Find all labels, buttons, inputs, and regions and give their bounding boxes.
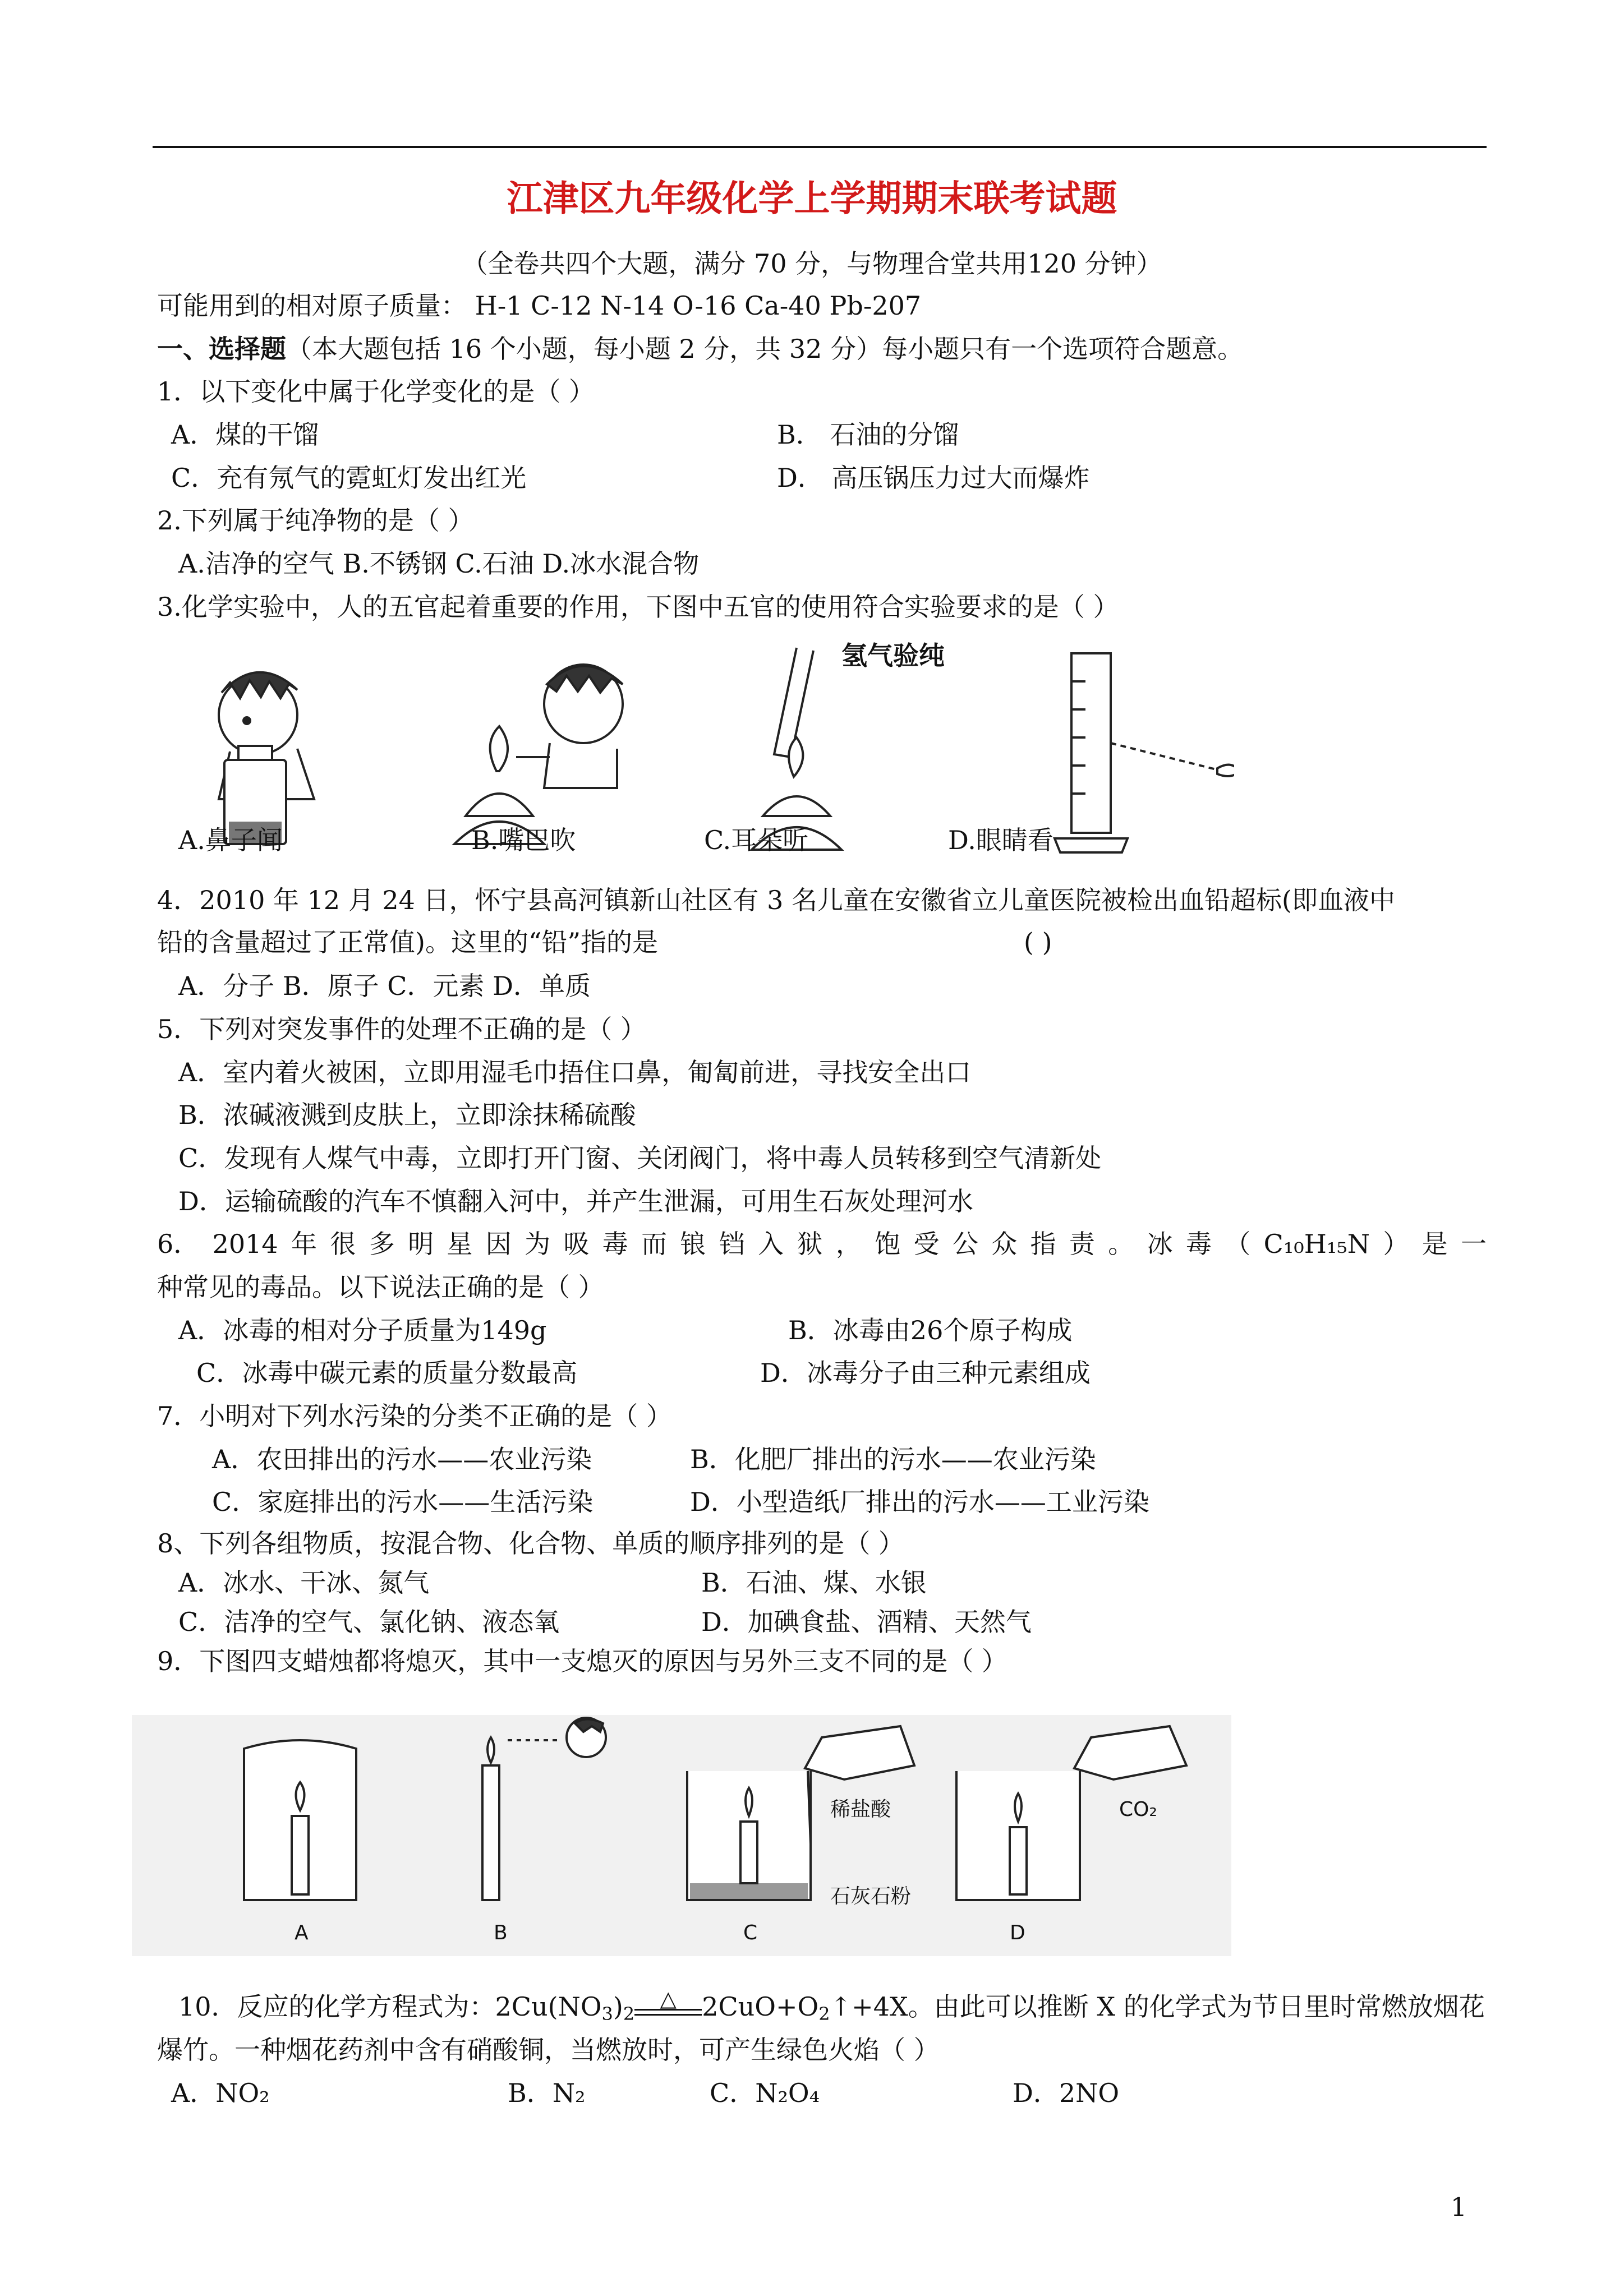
q10-option-a: A．NO₂ <box>171 2078 270 2108</box>
q4-options: A．分子 B．原子 C．元素 D．单质 <box>178 971 591 1001</box>
q6-line1-char: 饱 <box>875 1229 901 1259</box>
q6-option-c: C．冰毒中碳元素的质量分数最高 <box>196 1358 578 1388</box>
q10-line2: 爆竹。一种烟花药剂中含有硝酸铜，当燃放时，可产生绿色火焰（ ） <box>157 2035 940 2065</box>
q10-eq-part: ↑+4X。由此可以推断 X 的化学式为节日里时常燃放烟花 <box>830 1991 1485 2022</box>
q10-heat-arrow <box>634 1986 702 2016</box>
q6-line1-char: C₁₀H₁₅N <box>1263 1229 1370 1259</box>
q9-lime-label: 石灰石粉 <box>830 1885 912 1908</box>
q9-label-c: C <box>743 1921 758 1944</box>
q1-option-d: D． 高压锅压力过大而爆炸 <box>777 463 1090 493</box>
q9-co2-label: CO₂ <box>1119 1798 1157 1821</box>
q6-line1-char: 锒 <box>680 1229 706 1259</box>
eye-look-illustration <box>1055 653 1234 852</box>
q6-line1-char: 年 <box>291 1229 318 1259</box>
candle-blow-illustration <box>482 1718 606 1900</box>
q3-option-b: B.嘴巴吹 <box>471 825 576 855</box>
q8-option-a: A．冰水、干冰、氮气 <box>178 1567 430 1598</box>
q7-stem: 7．小明对下列水污染的分类不正确的是（ ） <box>157 1401 672 1431</box>
q7-option-a: A．农田排出的污水——农业污染 <box>212 1444 592 1474</box>
exam-title: 江津区九年级化学上学期期末联考试题 <box>507 178 1117 220</box>
q6-line1 <box>157 1227 1487 1261</box>
q6-line1-char: 指 <box>1030 1229 1056 1259</box>
q6-line1-char: 。 <box>1108 1229 1134 1259</box>
q7-option-b: B．化肥厂排出的污水——农业污染 <box>690 1444 1096 1474</box>
q8-option-b: B．石油、煤、水银 <box>701 1567 927 1598</box>
q6-line1-char: ） <box>1383 1229 1409 1259</box>
q5-option-a: A．室内着火被困，立即用湿毛巾捂住口鼻，匍匐前进，寻找安全出口 <box>178 1057 972 1087</box>
q4-line1: 4．2010 年 12 月 24 日，怀宁县高河镇新山社区有 3 名儿童在安徽省立儿童医院被检出血铅超标(即血液中 <box>157 885 1395 915</box>
candle-jar-illustration <box>244 1740 356 1900</box>
q9-figure <box>132 1715 1231 1956</box>
q6-line1-char: 众 <box>991 1229 1018 1259</box>
q6-line1-char: 吸 <box>563 1229 590 1259</box>
q5-option-c: C．发现有人煤气中毒，立即打开门窗、关闭阀门，将中毒人员转移到空气清新处 <box>178 1143 1102 1173</box>
section-heading <box>157 332 1243 366</box>
q1-stem: 1．以下变化中属于化学变化的是（ ） <box>157 376 595 407</box>
q10-option-c: C．N₂O₄ <box>710 2078 820 2108</box>
q9-label-d: D <box>1010 1921 1025 1944</box>
q3-option-a: A.鼻子闻 <box>178 825 283 855</box>
q6-line1-char: 星 <box>447 1229 473 1259</box>
q7-option-d: D．小型造纸厂排出的污水——工业污染 <box>690 1487 1149 1517</box>
q3-stem: 3.化学实验中，人的五官起着重要的作用，下图中五官的使用符合实验要求的是（ ） <box>157 592 1119 622</box>
q6-line1-char: 明 <box>408 1229 434 1259</box>
q5-stem: 5．下列对突发事件的处理不正确的是（ ） <box>157 1014 646 1044</box>
q4-paren: ( ) <box>1024 927 1052 957</box>
q6-line1-char: 入 <box>758 1229 784 1259</box>
q6-line1-char: 狱 <box>797 1229 823 1259</box>
q3-option-c: C.耳朵听 <box>704 825 809 855</box>
q6-line1-char: （ <box>1225 1229 1251 1259</box>
q6-line1-char: 责 <box>1069 1229 1095 1259</box>
q9-label-b: B <box>494 1921 508 1944</box>
q10-eq-part: 2CuO+O <box>702 1991 819 2022</box>
q8-option-d: D．加碘食盐、酒精、天然气 <box>701 1607 1032 1637</box>
atomic-masses: 可能用到的相对原子质量： H-1 C-12 N-14 O-16 Ca-40 Pb-207 <box>157 291 922 321</box>
q4-line2: 铅的含量超过了正常值)。这里的“铅”指的是 <box>157 927 658 957</box>
q6-line1-char: 冰 <box>1147 1229 1173 1259</box>
q10-eq-sub: 3 <box>601 2003 613 2025</box>
q2-stem: 2.下列属于纯净物的是（ ） <box>157 505 474 536</box>
q6-line1-char: 2014 <box>212 1229 278 1259</box>
q6-line1-char: 毒 <box>602 1229 628 1259</box>
q3-figure <box>168 631 1234 866</box>
q10-option-b: B．N₂ <box>508 2078 586 2108</box>
q2-options: A.洁净的空气 B.不锈钢 C.石油 D.冰水混合物 <box>178 548 700 579</box>
q6-line1-char: 而 <box>641 1229 668 1259</box>
q10-eq-sub: 2 <box>623 2003 635 2025</box>
q10-eq-sub: 2 <box>818 2003 830 2025</box>
q8-option-c: C．洁净的空气、氯化钠、液态氧 <box>178 1607 560 1637</box>
q9-stem: 9．下图四支蜡烛都将熄灭，其中一支熄灭的原因与另外三支不同的是（ ） <box>157 1646 1007 1676</box>
q6-option-a: A．冰毒的相对分子质量为149g <box>178 1315 547 1345</box>
q7-option-c: C．家庭排出的污水——生活污染 <box>212 1487 594 1517</box>
q3-fig-label: 氢气验纯 <box>841 640 945 671</box>
heat-delta-icon: △ <box>660 1986 677 2011</box>
q8-stem: 8、下列各组物质，按混合物、化合物、单质的顺序排列的是（ ） <box>157 1528 904 1559</box>
q1-option-c: C．充有氖气的霓虹灯发出红光 <box>171 463 527 493</box>
nose-smell-illustration <box>219 672 314 844</box>
exam-subtitle: （全卷共四个大题，满分 70 分，与物理合堂共用120 分钟） <box>462 248 1162 279</box>
q10-line1 <box>178 1986 1485 2031</box>
mouth-blow-illustration <box>454 665 623 844</box>
header-rule <box>153 146 1487 148</box>
q6-line1-char: ， <box>835 1229 862 1259</box>
q6-line1-char: 很 <box>330 1229 356 1259</box>
ear-listen-illustration <box>752 648 841 850</box>
q9-label-a: A <box>295 1921 309 1944</box>
page-number: 1 <box>1450 2192 1467 2222</box>
q6-line1-char: 铛 <box>719 1229 745 1259</box>
q10-eq-part: ) <box>613 1991 623 2022</box>
q10-option-d: D．2NO <box>1013 2078 1120 2108</box>
q6-line1-char: 6． <box>157 1229 200 1259</box>
q5-option-b: B．浓碱液溅到皮肤上，立即涂抹稀硫酸 <box>178 1100 636 1130</box>
q6-line1-char: 公 <box>952 1229 978 1259</box>
q3-option-d: D.眼睛看 <box>948 825 1053 855</box>
q9-acid-label: 稀盐酸 <box>830 1798 891 1821</box>
q6-line1-char: 因 <box>485 1229 512 1259</box>
section-note: （本大题包括 16 个小题，每小题 2 分，共 32 分）每小题只有一个选项符合题意。 <box>286 334 1244 364</box>
q6-line1-char: 受 <box>913 1229 940 1259</box>
q10-eq-part: 10．反应的化学方程式为：2Cu(NO <box>178 1991 602 2022</box>
q6-option-b: B．冰毒由26个原子构成 <box>788 1315 1073 1345</box>
q6-line1-char: 多 <box>369 1229 395 1259</box>
q6-option-d: D．冰毒分子由三种元素组成 <box>760 1358 1091 1388</box>
q6-line1-char: 是 <box>1421 1229 1448 1259</box>
q1-option-a: A．煤的干馏 <box>171 419 319 450</box>
q6-line1-char: 为 <box>525 1229 551 1259</box>
q6-line1-char: 毒 <box>1185 1229 1212 1259</box>
q6-line1-char: 一 <box>1461 1229 1487 1259</box>
section-label: 一、选择题 <box>157 334 286 364</box>
q5-option-d: D．运输硫酸的汽车不慎翻入河中，并产生泄漏，可用生石灰处理河水 <box>178 1186 973 1216</box>
q1-option-b: B． 石油的分馏 <box>777 419 959 450</box>
q6-line2: 种常见的毒品。以下说法正确的是（ ） <box>157 1272 604 1302</box>
